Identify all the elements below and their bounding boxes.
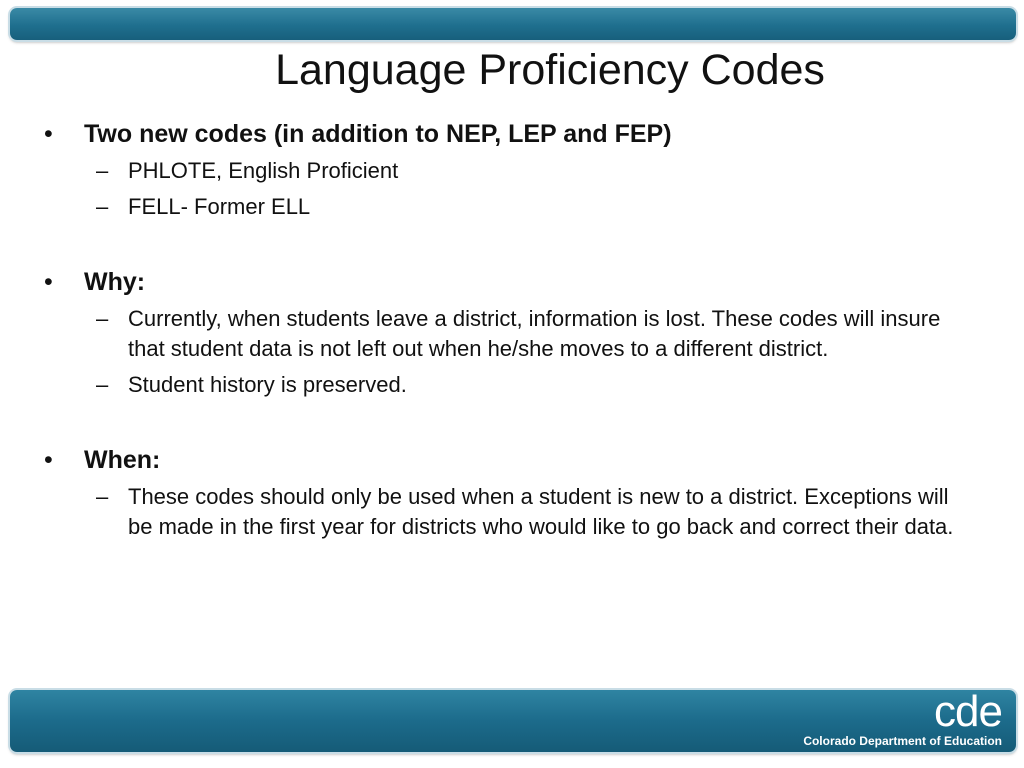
footer-bar xyxy=(10,687,1016,752)
bullet-icon: • xyxy=(44,268,53,296)
slide-title: Language Proficiency Codes xyxy=(275,46,825,94)
bullet-heading: Why: xyxy=(84,268,146,296)
dash-icon: – xyxy=(96,194,109,219)
logo-text: Colorado Department of Education xyxy=(803,734,1002,748)
bullet-item xyxy=(44,118,974,150)
section-new-codes xyxy=(44,118,974,222)
dash-icon: – xyxy=(96,484,109,509)
bullet-item xyxy=(44,266,974,298)
header-bar xyxy=(10,8,1016,40)
cde-logo xyxy=(803,687,1002,748)
sub-item-text: PHLOTE, English Proficient xyxy=(128,158,399,183)
sub-item-text: These codes should only be used when a student is new to a district. Exceptions will be made in the first year for districts who would like to go back and correct their data. xyxy=(128,484,954,539)
sub-item-text: Student history is preserved. xyxy=(128,372,407,397)
bullet-icon: • xyxy=(44,446,53,474)
sub-item xyxy=(96,482,974,542)
bullet-heading: Two new codes (in addition to NEP, LEP and FEP) xyxy=(84,120,672,148)
sub-item-text: FELL- Former ELL xyxy=(128,194,311,219)
dash-icon: – xyxy=(96,158,109,183)
dash-icon: – xyxy=(96,372,109,397)
sub-item xyxy=(96,192,974,222)
sub-item-text: Currently, when students leave a district, information is lost. These codes will insure that student data is not left out when he/she moves to a different district. xyxy=(128,306,941,361)
bullet-heading: When: xyxy=(84,446,161,474)
sub-item xyxy=(96,304,974,364)
sub-item xyxy=(96,156,974,186)
bullet-item xyxy=(44,444,974,476)
section-why xyxy=(44,266,974,400)
bullet-icon: • xyxy=(44,120,53,148)
logo-mark: cde xyxy=(934,687,1002,736)
sub-item xyxy=(96,370,974,400)
slide-content xyxy=(44,118,974,586)
section-when xyxy=(44,444,974,542)
dash-icon: – xyxy=(96,306,109,331)
